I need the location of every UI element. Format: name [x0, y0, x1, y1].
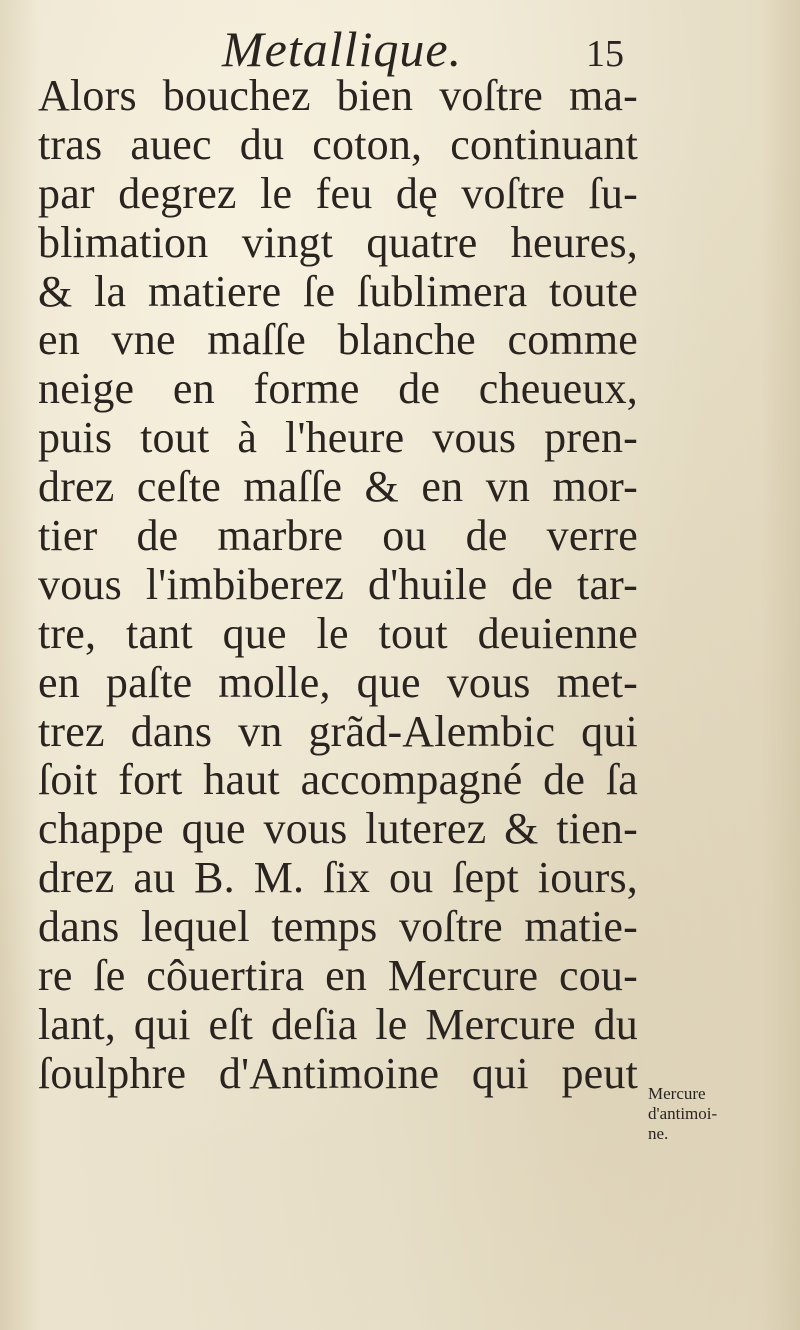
- text-line: en paſte molle, que vous met-: [38, 657, 638, 707]
- main-text-block: [38, 72, 638, 1099]
- text-line: ſoit fort haut accompagné de ſa: [38, 755, 638, 805]
- text-line: puis tout à l'heure vous pren-: [38, 413, 638, 463]
- margin-note: [648, 1084, 768, 1144]
- text-line: tre, tant que le tout deuienne: [38, 608, 638, 658]
- text-line: dans lequel temps voſtre matie-: [38, 902, 638, 952]
- text-line: lant, qui eſt deſia le Mercure du: [38, 999, 638, 1049]
- text-line: & la matiere ſe ſublimera toute: [38, 266, 638, 316]
- margin-note-line: d'antimoi-: [648, 1104, 718, 1123]
- text-line: re ſe côuertira en Mercure cou-: [38, 951, 638, 1001]
- text-line: en vne maſſe blanche comme: [38, 315, 638, 365]
- page-header: [0, 18, 800, 78]
- text-line: tras auec du coton, continuant: [38, 119, 638, 169]
- text-line: trez dans vn grãd-Alembic qui: [38, 706, 638, 756]
- text-line: ſoulphre d'Antimoine qui peut: [38, 1048, 638, 1098]
- margin-note-line: ne.: [648, 1124, 669, 1143]
- text-line: blimation vingt quatre heures,: [38, 217, 638, 267]
- text-line: neige en forme de cheueux,: [38, 364, 638, 414]
- text-line: drez au B. M. ſix ou ſept iours,: [38, 853, 638, 903]
- text-line: drez ceſte maſſe & en vn mor-: [38, 462, 638, 512]
- running-title: Metallique.: [222, 21, 463, 77]
- page-number: 15: [586, 33, 624, 75]
- text-line: vous l'imbiberez d'huile de tar-: [38, 559, 638, 609]
- text-line: Alors bouchez bien voſtre ma-: [38, 71, 638, 120]
- text-line: tier de marbre ou de verre: [38, 511, 638, 561]
- text-line: chappe que vous luterez & tien-: [38, 804, 638, 854]
- text-line: par degrez le feu dę voſtre ſu-: [38, 168, 638, 218]
- margin-note-line: Mercure: [648, 1084, 706, 1103]
